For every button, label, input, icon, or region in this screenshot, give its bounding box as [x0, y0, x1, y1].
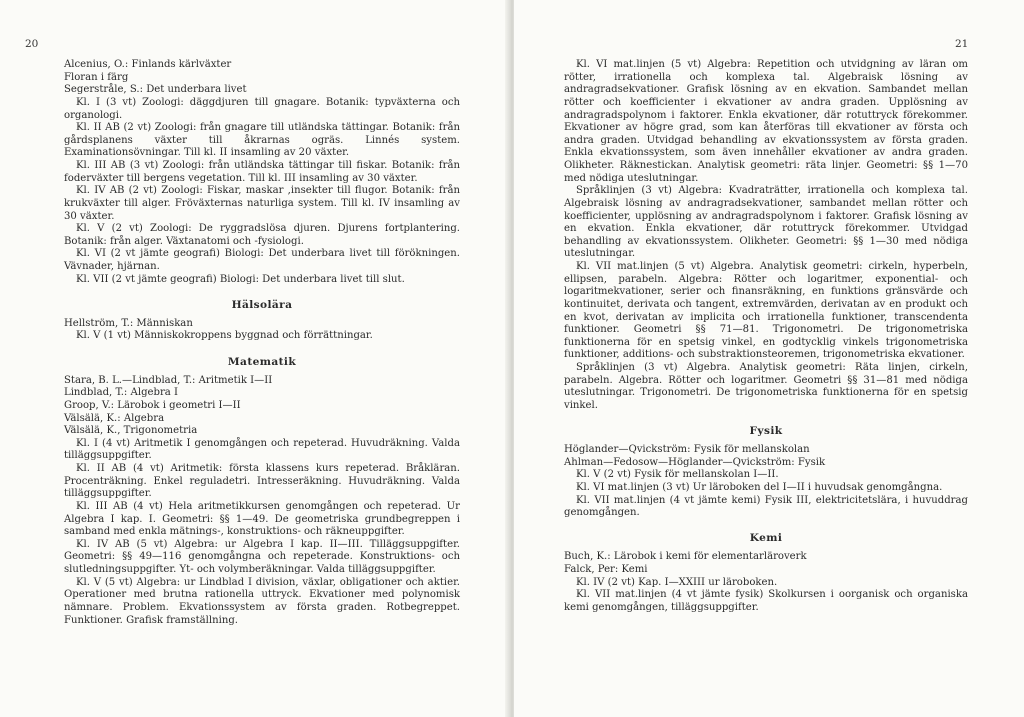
book-reference: Lindblad, T.: Algebra I	[64, 387, 178, 399]
course-paragraph: Kl. III AB (4 vt) Hela aritmetikkursen genomgången och repeterad. Ur Algebra I kap. I. Geometri: §§ 1—49. De geometriska grundbegreppen i samband med enkla mätnings-, konstruktions- och räkneuppgifter.	[64, 500, 460, 538]
course-paragraph: Kl. VI mat.linjen (5 vt) Algebra: Repetition och utvidgning av läran om rötter, irrationella och komplexa tal. Algebraisk lösning av andragradsekvationer. Grafisk lösning av en ekvation. Sambandet mellan rötter och koefficienter i ekvationer av andra graden. Upplösning av andragradspolynom i faktorer. Enkla ekvationer, där rotuttryck förekommer. Ekvationer av högre grad, som kan återföras till ekvationer av första och andra graden. Utvidgad behandling av ekvationssystem av första graden. Enkla ekvationssystem, som även innehåller ekvationer av andra graden. Olikheter. Räknestickan. Analytisk geometri: räta linjer. Geometri: §§ 1—70 med nödiga uteslutningar.	[564, 59, 968, 184]
book-reference: Buch, K.: Lärobok i kemi för elementarläroverk	[564, 551, 807, 563]
book-reference: Falck, Per: Kemi	[564, 564, 648, 576]
book-reference: Stara, B. L.—Lindblad, T.: Aritmetik I—II	[64, 374, 273, 386]
course-paragraph: Kl. IV AB (5 vt) Algebra: ur Algebra I kap. II—III. Tilläggsuppgifter. Geometri: §§ 49—116 genomgångna och repeterade. Konstruktions- och slutledningsuppgifter. Yt- och volymberäkningar. Valda tilläggsuppgifter.	[64, 538, 460, 576]
left-page	[0, 0, 510, 717]
book-reference: Groop, V.: Lärobok i geometri I—II	[64, 399, 241, 411]
book-reference: Alcenius, O.: Finlands kärlväxter	[64, 59, 232, 70]
course-paragraph: Kl. VI mat.linjen (3 vt) Ur läroboken del I—II i huvudsak genomgångna.	[576, 481, 943, 493]
page-number: 21	[955, 38, 969, 50]
course-paragraph: Kl. V (1 vt) Människokroppens byggnad och förrättningar.	[76, 330, 373, 342]
course-paragraph: Kl. II AB (2 vt) Zoologi: från gnagare till utländska tättingar. Botanik: från gårdsplanens växter till åkrarnas ogräs. Linnés system. Examinationsövningar. Till kl. II insamling av 20 växter.	[64, 122, 460, 159]
book-reference: Höglander—Qvickström: Fysik för mellanskolan	[564, 444, 810, 456]
course-paragraph: Kl. V (5 vt) Algebra: ur Lindblad I division, växlar, obligationer och aktier. Operationer med brutna rationella uttryck. Ekvationer med polynomisk nämnare. Problem. Ekvationssystem av första graden. Rotbegreppet. Funktioner. Grafisk framställning.	[64, 576, 460, 626]
course-paragraph: Kl. VII mat.linjen (5 vt) Algebra. Analytisk geometri: cirkeln, hyperbeln, ellipsen, parabeln. Algebra: Rötter och logaritmer, exponential- och logaritmekvationer, serier och finansräkning, en funktions gränsvärde och kontinuitet, derivata och tangent, extremvärden, derivatan av en produkt och en kvot, derivatan av implicita och irrationella funktioner, transcendenta funktioner. Geometri §§ 71—81. Trigonometri. De trigonometriska funktionerna för en spetsig vinkel, en godtycklig vinkels trigonometriska funktioner, additions- och substraktionsteoremen, trigonometriska ekvationer.	[564, 261, 968, 361]
course-paragraph: Språklinjen (3 vt) Algebra. Analytisk geometri: Räta linjen, cirkeln, parabeln. Algebra. Rötter och logaritmer. Geometri §§ 31—81 med nödiga uteslutningar. Trigonometri. De trigonometriska funktionerna för en spetsig vinkel.	[564, 362, 968, 411]
course-paragraph: Kl. VII (2 vt jämte geografi) Biologi: Det underbara livet till slut.	[76, 273, 405, 285]
book-reference: Välsälä, K.: Algebra	[64, 412, 165, 424]
course-paragraph: Kl. II AB (4 vt) Aritmetik: första klassens kurs repeterad. Bråkläran. Procenträkning. Enkel reguladetri. Intresseräkning. Huvudräkning. Valda tilläggsuppgifter.	[64, 463, 460, 500]
page-number: 20	[25, 38, 39, 50]
book-reference: Segerstråle, S.: Det underbara livet	[64, 84, 247, 96]
section-heading-halsolara: Hälsolära	[231, 298, 293, 311]
course-paragraph: Kl. I (4 vt) Aritmetik I genomgången och repeterad. Huvudräkning. Valda tilläggsuppgifter.	[64, 437, 460, 462]
course-paragraph: Kl. IV AB (2 vt) Zoologi: Fiskar, maskar ,insekter till flugor. Botanik: från krukväxter till alger. Fröväxternas naturliga system. Till kl. IV insamling av 30 växter.	[64, 185, 460, 222]
book-reference: Floran i färg	[64, 71, 129, 83]
course-paragraph: Kl. V (2 vt) Zoologi: De ryggradslösa djuren. Djurens fortplantering. Botanik: från alger. Växtanatomi och -fysiologi.	[64, 223, 460, 247]
course-paragraph: Kl. V (2 vt) Fysik för mellanskolan I—II.	[576, 469, 779, 481]
section-heading-fysik: Fysik	[749, 425, 783, 438]
course-paragraph: Kl. VI (2 vt jämte geografi) Biologi: Det underbara livet till förökningen. Vävnader, hjärnan.	[64, 248, 460, 272]
left-text-column	[64, 59, 460, 627]
right-page	[514, 0, 1024, 717]
course-paragraph: Kl. IV (2 vt) Kap. I—XXIII ur läroboken.	[576, 576, 778, 588]
course-paragraph: Kl. III AB (3 vt) Zoologi: från utländska tättingar till fiskar. Botanik: från foderväxter till bergens vegetation. Till kl. III insamling av 30 växter.	[64, 160, 460, 184]
section-heading-matematik: Matematik	[227, 355, 297, 368]
section-heading-kemi: Kemi	[749, 532, 783, 545]
book-reference: Ahlman—Fedosow—Höglander—Qvickström: Fysik	[564, 456, 826, 468]
course-paragraph: Kl. VII mat.linjen (4 vt jämte fysik) Skolkursen i oorganisk och organiska kemi genomgången, tilläggsuppgifter.	[564, 589, 968, 613]
book-reference: Hellström, T.: Människan	[64, 317, 193, 329]
book-reference: Välsälä, K., Trigonometria	[64, 425, 198, 437]
right-text-column	[564, 59, 968, 615]
course-paragraph: Kl. VII mat.linjen (4 vt jämte kemi) Fysik III, elektricitetslära, i huvuddrag genomgången.	[564, 494, 968, 519]
course-paragraph: Språklinjen (3 vt) Algebra: Kvadraträtter, irrationella och komplexa tal. Algebraisk lösning av andragradsekvationer, sambandet mellan rötter och koefficienter, upplösning av andragradspolynom i faktorer. Grafisk lösning av en ekvation. Enkla ekvationer, där rotuttryck förekommer. Utvidgad behandling av ekvationssystem. Olikheter. Geometri: §§ 1—30 med nödiga uteslutningar.	[564, 185, 968, 260]
course-paragraph: Kl. I (3 vt) Zoologi: däggdjuren till gnagare. Botanik: typväxterna och organologi.	[64, 96, 460, 121]
